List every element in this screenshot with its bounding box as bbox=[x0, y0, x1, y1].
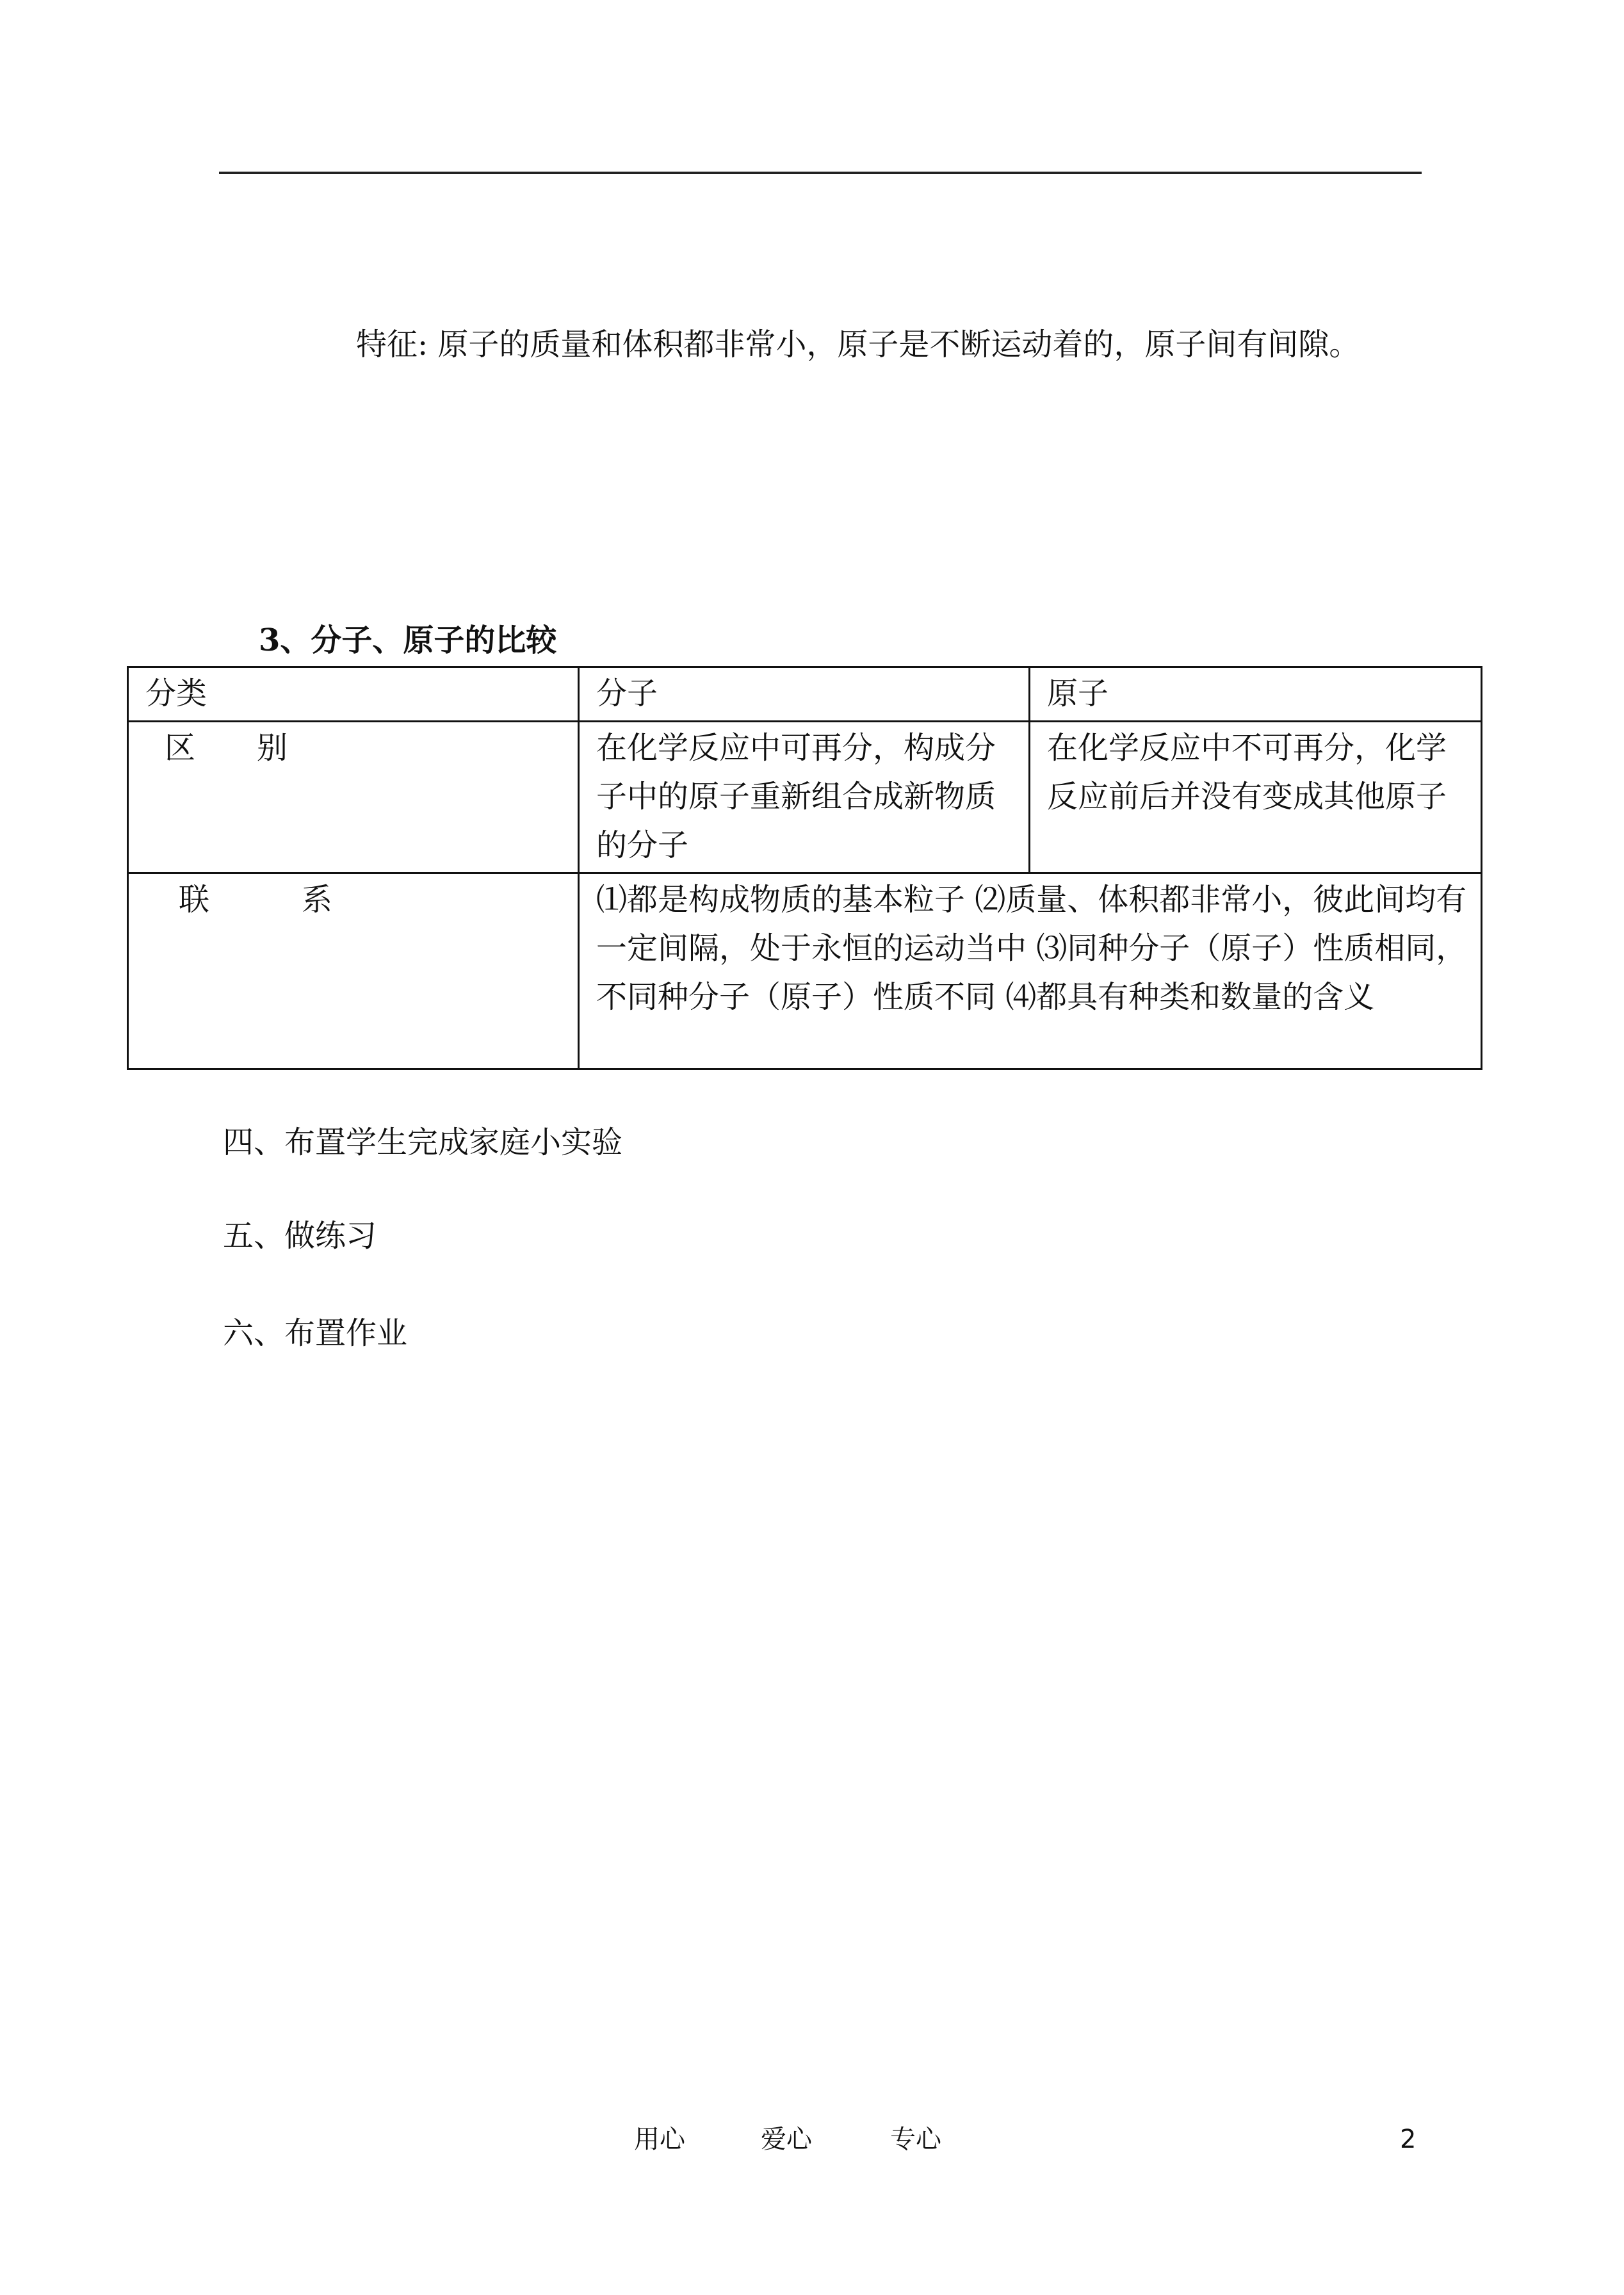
header-cell-molecule: 分子 bbox=[579, 667, 1030, 722]
table-row-relation bbox=[128, 873, 1482, 1069]
footer-item-1: 用心 bbox=[634, 2125, 685, 2154]
step-four-home-experiment: 四、布置学生完成家庭小实验 bbox=[223, 1124, 623, 1160]
section-heading: 3、分子、原子的比较 bbox=[259, 622, 557, 658]
difference-molecule-cell: 在化学反应中可再分，构成分子中的原子重新组合成新物质的分子 bbox=[579, 722, 1030, 873]
footer-item-2: 爱心 bbox=[761, 2125, 812, 2154]
header-cell-atom: 原子 bbox=[1030, 667, 1482, 722]
atom-features-paragraph: 特征: 原子的质量和体积都非常小，原子是不断运动着的，原子间有间隙。 bbox=[356, 327, 1360, 362]
relation-label-cell: 联 系 bbox=[128, 873, 579, 1069]
header-cell-category: 分类 bbox=[128, 667, 579, 722]
table-header-row bbox=[128, 667, 1482, 722]
footer-item-3: 专心 bbox=[890, 2125, 941, 2154]
header-rule bbox=[219, 172, 1422, 174]
step-five-exercises: 五、做练习 bbox=[223, 1218, 377, 1254]
table-row-difference bbox=[128, 722, 1482, 873]
difference-atom-cell: 在化学反应中不可再分，化学反应前后并没有变成其他原子 bbox=[1030, 722, 1482, 873]
difference-label-cell: 区 别 bbox=[128, 722, 579, 873]
comparison-table bbox=[127, 666, 1482, 1070]
relation-text-cell: ⑴都是构成物质的基本粒子 ⑵质量、体积都非常小，彼此间均有一定间隔，处于永恒的运动当中 ⑶同种分子（原子）性质相同，不同种分子（原子）性质不同 ⑷都具有种类和数量的含义 bbox=[579, 873, 1482, 1069]
page-number: 2 bbox=[1400, 2125, 1417, 2154]
step-six-homework: 六、布置作业 bbox=[223, 1315, 408, 1351]
